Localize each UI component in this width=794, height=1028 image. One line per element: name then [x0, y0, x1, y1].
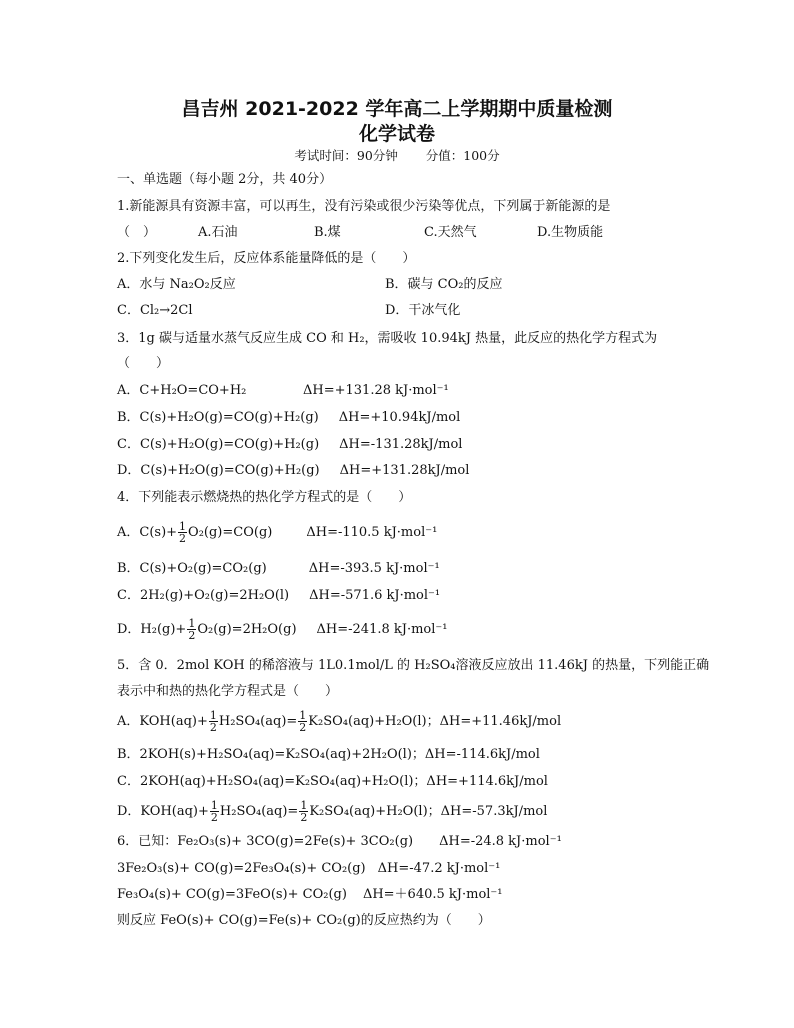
- q4-stem: 4．下列能表示燃烧热的热化学方程式的是（ ）: [117, 490, 412, 505]
- q3-c-equation: C．C(s)+H₂O(g)=CO(g)+H₂(g): [117, 437, 320, 452]
- q3-b-equation: B．C(s)+H₂O(g)=CO(g)+H₂(g): [117, 410, 319, 425]
- fraction-numerator: 1: [209, 709, 217, 722]
- q5-d-prefix: D．KOH(aq)+: [117, 804, 209, 819]
- q5-stem-line2: 表示中和热的热化学方程式是（ ）: [117, 684, 339, 699]
- fraction-denominator: 2: [209, 721, 217, 734]
- q5-d-suffix: K₂SO₄(aq)+H₂O(l)；ΔH=-57.3kJ/mol: [309, 804, 548, 819]
- q5-d-middle: H₂SO₄(aq)=: [219, 804, 299, 819]
- q6-given-1-enthalpy: ΔH=-24.8 kJ·mol⁻¹: [439, 834, 562, 849]
- q6-question: 则反应 FeO(s)+ CO(g)=Fe(s)+ CO₂(g)的反应热约为（ ）: [117, 913, 491, 928]
- q4-a-suffix: O₂(g)=CO(g): [188, 525, 273, 540]
- q1-option-d[interactable]: D.生物质能: [537, 225, 604, 240]
- q4-option-c[interactable]: [117, 588, 440, 604]
- q3-blank: （ ）: [117, 356, 170, 371]
- q1-blank: （ ）: [117, 225, 157, 240]
- q3-option-a[interactable]: [117, 383, 246, 399]
- q3-a-equation: A．C+H₂O=CO+H₂: [117, 383, 247, 398]
- q2-option-d[interactable]: D．干冰气化: [385, 303, 461, 318]
- fraction-denominator: 2: [299, 721, 307, 734]
- q2-stem: 2.下列变化发生后，反应体系能量降低的是（ ）: [117, 251, 416, 266]
- q5-a-suffix: K₂SO₄(aq)+H₂O(l)；ΔH=+11.46kJ/mol: [308, 714, 562, 729]
- q4-a-enthalpy: ΔH=-110.5 kJ·mol⁻¹: [306, 525, 438, 540]
- q1-stem: 1.新能源具有资源丰富，可以再生，没有污染或很少污染等优点，下列属于新能源的是: [117, 199, 611, 214]
- q4-b-equation: B．C(s)+O₂(g)=CO₂(g): [117, 561, 267, 576]
- q5-option-d[interactable]: [117, 797, 547, 827]
- exam-meta: [0, 146, 794, 164]
- q5-d-fraction-1: [210, 800, 219, 823]
- q1-option-b[interactable]: B.煤: [314, 225, 341, 240]
- q4-a-prefix: A．C(s)+: [117, 525, 178, 540]
- exam-subtitle: 化学试卷: [358, 123, 435, 145]
- q4-option-b[interactable]: [117, 561, 440, 577]
- q6-given-3: [117, 887, 503, 903]
- q6-given-3-enthalpy: ΔH=＋640.5 kJ·mol⁻¹: [362, 887, 503, 902]
- q3-c-enthalpy: ΔH=-131.28kJ/mol: [339, 437, 463, 452]
- q4-d-fraction: [187, 618, 196, 641]
- q6-given-1: [117, 834, 562, 850]
- fraction-denominator: 2: [188, 629, 196, 642]
- q6-given-1-equation: 6．已知：Fe₂O₃(s)+ 3CO(g)=2Fe(s)+ 3CO₂(g): [117, 834, 414, 849]
- exam-title: 昌吉州 2021-2022 学年高二上学期期中质量检测: [181, 98, 613, 120]
- section-title: 一、单选题（每小题 2分，共 40分）: [117, 172, 333, 187]
- q2-option-a[interactable]: A．水与 Na₂O₂反应: [117, 277, 236, 292]
- q2-option-b[interactable]: B．碳与 CO₂的反应: [385, 277, 503, 292]
- q6-given-3-equation: Fe₃O₄(s)+ CO(g)=3FeO(s)+ CO₂(g): [117, 887, 347, 902]
- q6-given-2-enthalpy: ΔH=-47.2 kJ·mol⁻¹: [377, 861, 501, 876]
- q2-option-c[interactable]: C．Cl₂→2Cl: [117, 303, 193, 318]
- q4-d-prefix: D．H₂(g)+: [117, 622, 187, 637]
- q6-given-2-equation: 3Fe₂O₃(s)+ CO(g)=2Fe₃O₄(s)+ CO₂(g): [117, 861, 366, 876]
- exam-time: 考试时间：90分钟: [294, 148, 398, 163]
- fraction-numerator: 1: [188, 617, 196, 630]
- q4-b-enthalpy: ΔH=-393.5 kJ·mol⁻¹: [308, 561, 440, 576]
- q4-d-suffix: O₂(g)=2H₂O(g): [197, 622, 297, 637]
- q1-option-a[interactable]: A.石油: [198, 225, 238, 240]
- q5-a-prefix: A．KOH(aq)+: [117, 714, 208, 729]
- q5-d-fraction-2: [299, 800, 308, 823]
- q3-d-equation: D．C(s)+H₂O(g)=CO(g)+H₂(g): [117, 463, 320, 478]
- fraction-numerator: 1: [300, 799, 308, 812]
- q1-option-c[interactable]: C.天然气: [424, 225, 477, 240]
- q5-option-b[interactable]: B．2KOH(s)+H₂SO₄(aq)=K₂SO₄(aq)+2H₂O(l)；ΔH=-114.6kJ/mol: [117, 747, 540, 762]
- q4-c-equation: C．2H₂(g)+O₂(g)=2H₂O(l): [117, 588, 290, 603]
- fraction-numerator: 1: [179, 520, 187, 533]
- q4-option-d[interactable]: [117, 615, 447, 645]
- q3-option-d[interactable]: [117, 463, 469, 479]
- fraction-denominator: 2: [300, 811, 308, 824]
- q5-a-fraction-2: [298, 710, 307, 733]
- q3-b-enthalpy: ΔH=+10.94kJ/mol: [338, 410, 461, 425]
- q3-d-enthalpy: ΔH=+131.28kJ/mol: [339, 463, 470, 478]
- q3-a-enthalpy: ΔH=+131.28 kJ·mol⁻¹: [303, 383, 449, 398]
- q4-option-a[interactable]: [117, 518, 437, 548]
- q6-given-2: [117, 861, 500, 877]
- fraction-denominator: 2: [179, 532, 187, 545]
- q4-d-enthalpy: ΔH=-241.8 kJ·mol⁻¹: [316, 622, 448, 637]
- q5-option-a[interactable]: [117, 707, 561, 737]
- q3-stem: 3．1g 碳与适量水蒸气反应生成 CO 和 H₂，需吸收 10.94kJ 热量，此反应的热化学方程式为: [117, 331, 658, 346]
- fraction-numerator: 1: [210, 799, 218, 812]
- q5-option-c[interactable]: C．2KOH(aq)+H₂SO₄(aq)=K₂SO₄(aq)+H₂O(l)；ΔH=+114.6kJ/mol: [117, 774, 548, 789]
- q5-a-middle: H₂SO₄(aq)=: [218, 714, 298, 729]
- q5-stem-line1: 5．含 0．2mol KOH 的稀溶液与 1L0.1mol/L 的 H₂SO₄溶液反应放出 11.46kJ 的热量，下列能正确: [117, 658, 710, 673]
- exam-score: 分值：100分: [425, 148, 500, 163]
- q5-a-fraction-1: [209, 710, 218, 733]
- fraction-numerator: 1: [299, 709, 307, 722]
- q3-option-c[interactable]: [117, 437, 462, 453]
- fraction-denominator: 2: [210, 811, 218, 824]
- q4-a-fraction: [178, 521, 187, 544]
- q3-option-b[interactable]: [117, 410, 460, 426]
- q4-c-enthalpy: ΔH=-571.6 kJ·mol⁻¹: [309, 588, 441, 603]
